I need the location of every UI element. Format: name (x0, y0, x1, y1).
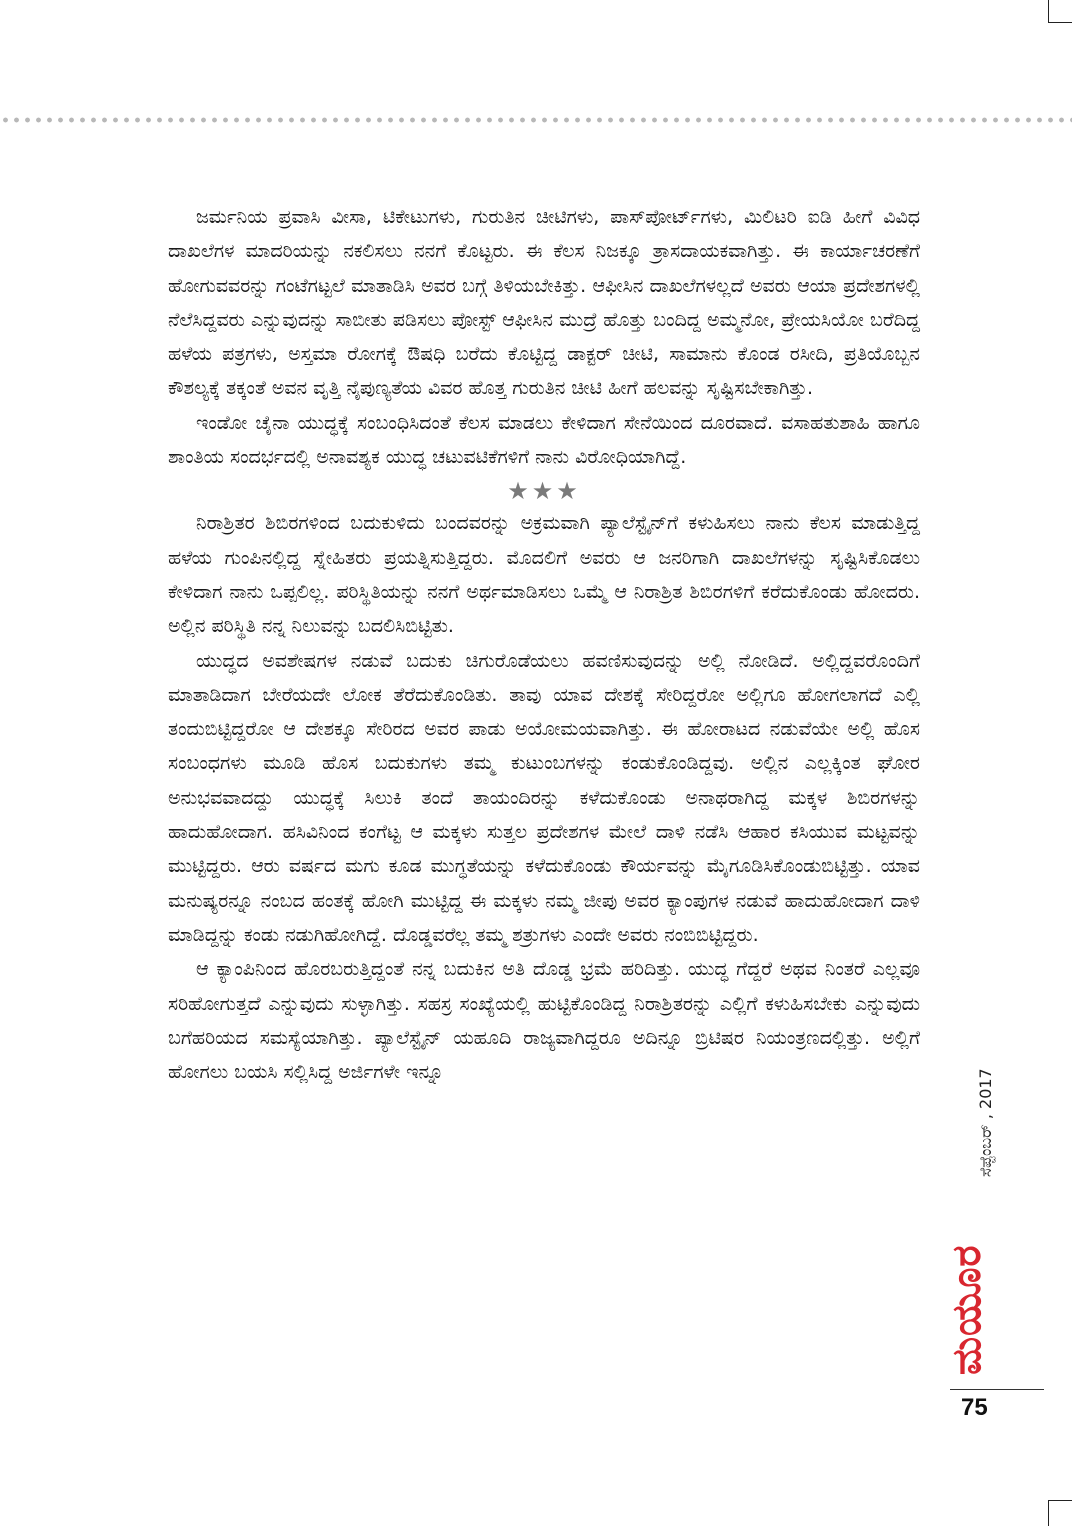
issue-date: ಸೆಪ್ಟೆಂಬರ್ , 2017 (976, 1068, 995, 1177)
folio-rule (950, 1389, 1044, 1390)
paragraph-4: ಯುದ್ಧದ ಅವಶೇಷಗಳ ನಡುವೆ ಬದುಕು ಚಿಗುರೊಡೆಯಲು ಹವಣಿಸುವುದನ್ನು ಅಲ್ಲಿ ನೋಡಿದೆ. ಅಲ್ಲಿದ್ದವರೊಂದಿಗೆ ಮಾತಾಡಿದಾಗ ಬೇರೆಯದೇ ಲೋಕ ತೆರೆದುಕೊಂಡಿತು. ತಾವು ಯಾವ ದೇಶಕ್ಕೆ ಸೇರಿದ್ದರೋ ಅಲ್ಲಿಗೂ ಹೋಗಲಾಗದೆ ಎಲ್ಲಿ ತಂದುಬಿಟ್ಟಿದ್ದರೋ ಆ ದೇಶಕ್ಕೂ ಸೇರಿರದ ಅವರ ಪಾಡು ಅಯೋಮಯವಾಗಿತ್ತು. ಈ ಹೋರಾಟದ ನಡುವೆಯೇ ಅಲ್ಲಿ ಹೊಸ ಸಂಬಂಧಗಳು ಮೂಡಿ ಹೊಸ ಬದುಕುಗಳು ತಮ್ಮ ಕುಟುಂಬಗಳನ್ನು ಕಂಡುಕೊಂಡಿದ್ದವು. ಅಲ್ಲಿನ ಎಲ್ಲಕ್ಕಿಂತ ಘೋರ ಅನುಭವವಾದದ್ದು ಯುದ್ಧಕ್ಕೆ ಸಿಲುಕಿ ತಂದೆ ತಾಯಂದಿರನ್ನು ಕಳೆದುಕೊಂಡು ಅನಾಥರಾಗಿದ್ದ ಮಕ್ಕಳ ಶಿಬಿರಗಳನ್ನು ಹಾದುಹೋದಾಗ. ಹಸಿವಿನಿಂದ ಕಂಗೆಟ್ಟ ಆ ಮಕ್ಕಳು ಸುತ್ತಲ ಪ್ರದೇಶಗಳ ಮೇಲೆ ದಾಳಿ ನಡೆಸಿ ಆಹಾರ ಕಸಿಯುವ ಮಟ್ಟವನ್ನು ಮುಟ್ಟಿದ್ದರು. ಆರು ವರ್ಷದ ಮಗು ಕೂಡ ಮುಗ್ಧತೆಯನ್ನು ಕಳೆದುಕೊಂಡು ಕೌರ್ಯವನ್ನು ಮೈಗೂಡಿಸಿಕೊಂಡುಬಿಟ್ಟಿತ್ತು. ಯಾವ ಮನುಷ್ಯರನ್ನೂ ನಂಬದ ಹಂತಕ್ಕೆ ಹೋಗಿ ಮುಟ್ಟಿದ್ದ ಈ ಮಕ್ಕಳು ನಮ್ಮ ಜೀಪು ಅವರ ಕ್ಯಾಂಪುಗಳ ನಡುವೆ ಹಾದುಹೋದಾಗ ದಾಳಿ ಮಾಡಿದ್ದನ್ನು ಕಂಡು ನಡುಗಿಹೋಗಿದ್ದೆ. ದೊಡ್ಡವರೆಲ್ಲ ತಮ್ಮ ಶತ್ರುಗಳು ಎಂದೇ ಅವರು ನಂಬಿಬಿಟ್ಟಿದ್ದರು. (168, 649, 920, 946)
dotted-divider (0, 117, 1072, 123)
paragraph-2: ಇಂಡೋ ಚೈನಾ ಯುದ್ಧಕ್ಕೆ ಸಂಬಂಧಿಸಿದಂತೆ ಕೆಲಸ ಮಾಡಲು ಕೇಳಿದಾಗ ಸೇನೆಯಿಂದ ದೂರವಾದೆ. ವಸಾಹತುಶಾಹಿ ಹಾಗೂ ಶಾಂತಿಯ ಸಂದರ್ಭದಲ್ಲಿ ಅನಾವಶ್ಯಕ ಯುದ್ಧ ಚಟುವಟಿಕೆಗಳಿಗೆ ನಾನು ವಿರೋಧಿಯಾಗಿದ್ದೆ. (168, 411, 920, 469)
crop-mark-bottom (1048, 1500, 1072, 1526)
paragraph-5: ಆ ಕ್ಯಾಂಪಿನಿಂದ ಹೊರಬರುತ್ತಿದ್ದಂತೆ ನನ್ನ ಬದುಕಿನ ಅತಿ ದೊಡ್ಡ ಭ್ರಮೆ ಹರಿದಿತ್ತು. ಯುದ್ಧ ಗೆದ್ದರೆ ಅಥವ ನಿಂತರೆ ಎಲ್ಲವೂ ಸರಿಹೋಗುತ್ತದೆ ಎನ್ನುವುದು ಸುಳ್ಳಾಗಿತ್ತು. ಸಹಸ್ರ ಸಂಖ್ಯೆಯಲ್ಲಿ ಹುಟ್ಟಿಕೊಂಡಿದ್ದ ನಿರಾಶ್ರಿತರನ್ನು ಎಲ್ಲಿಗೆ ಕಳುಹಿಸಬೇಕು ಎನ್ನುವುದು ಬಗೆಹರಿಯದ ಸಮಸ್ಯೆಯಾಗಿತ್ತು. ಪ್ಯಾಲೆಸ್ಟೈನ್ ಯಹೂದಿ ರಾಜ್ಯವಾಗಿದ್ದರೂ ಅದಿನ್ನೂ ಬ್ರಿಟಿಷರ ನಿಯಂತ್ರಣದಲ್ಲಿತ್ತು. ಅಲ್ಲಿಗೆ ಹೋಗಲು ಬಯಸಿ ಸಲ್ಲಿಸಿದ್ದ ಅರ್ಜಿಗಳೇ ಇನ್ನೂ (168, 958, 920, 1084)
side-running-header (944, 1068, 1007, 1375)
article-body (168, 200, 920, 1089)
section-break-stars: ★★★ (507, 477, 581, 506)
paragraph-1: ಜರ್ಮನಿಯ ಪ್ರವಾಸಿ ವೀಸಾ, ಟಿಕೇಟುಗಳು, ಗುರುತಿನ ಚೀಟಿಗಳು, ಪಾಸ್‌ಪೋರ್ಟ್‌ಗಳು, ಮಿಲಿಟರಿ ಐಡಿ ಹೀಗೆ ವಿವಿಧ ದಾಖಲೆಗಳ ಮಾದರಿಯನ್ನು ನಕಲಿಸಲು ನನಗೆ ಕೊಟ್ಟರು. ಈ ಕೆಲಸ ನಿಜಕ್ಕೂ ತ್ರಾಸದಾಯಕವಾಗಿತ್ತು. ಈ ಕಾರ್ಯಾಚರಣೆಗೆ ಹೋಗುವವರನ್ನು ಗಂಟೆಗಟ್ಟಲೆ ಮಾತಾಡಿಸಿ ಅವರ ಬಗ್ಗೆ ತಿಳಿಯಬೇಕಿತ್ತು. ಆಫೀಸಿನ ದಾಖಲೆಗಳಲ್ಲದೆ ಅವರು ಆಯಾ ಪ್ರದೇಶಗಳಲ್ಲಿ ನೆಲೆಸಿದ್ದವರು ಎನ್ನುವುದನ್ನು ಸಾಬೀತು ಪಡಿಸಲು ಪೋಸ್ಟ್ ಆಫೀಸಿನ ಮುದ್ರೆ ಹೊತ್ತು ಬಂದಿದ್ದ ಅಮ್ಮನೋ, ಪ್ರೇಯಸಿಯೋ ಬರೆದಿದ್ದ ಹಳೆಯ ಪತ್ರಗಳು, ಅಸ್ತಮಾ ರೋಗಕ್ಕೆ ಔಷಧಿ ಬರೆದು ಕೊಟ್ಟಿದ್ದ ಡಾಕ್ಟರ್ ಚೀಟಿ, ಸಾಮಾನು ಕೊಂಡ ರಸೀದಿ, ಪ್ರತಿಯೊಬ್ಬನ ಕೌಶಲ್ಯಕ್ಕೆ ತಕ್ಕಂತೆ ಅವನ ವೃತ್ತಿ ನೈಪುಣ್ಯತೆಯ ವಿವರ ಹೊತ್ತ ಗುರುತಿನ ಚೀಟಿ ಹೀಗೆ ಹಲವನ್ನು ಸೃಷ್ಟಿಸಬೇಕಾಗಿತ್ತು. (168, 206, 920, 400)
paragraph-3: ನಿರಾಶ್ರಿತರ ಶಿಬಿರಗಳಿಂದ ಬದುಕುಳಿದು ಬಂದವರನ್ನು ಅಕ್ರಮವಾಗಿ ಪ್ಯಾಲೆಸ್ಟೈನ್‌ಗೆ ಕಳುಹಿಸಲು ನಾನು ಕೆಲಸ ಮಾಡುತ್ತಿದ್ದ ಹಳೆಯ ಗುಂಪಿನಲ್ಲಿದ್ದ ಸ್ನೇಹಿತರು ಪ್ರಯತ್ನಿಸುತ್ತಿದ್ದರು. ಮೊದಲಿಗೆ ಅವರು ಆ ಜನರಿಗಾಗಿ ದಾಖಲೆಗಳನ್ನು ಸೃಷ್ಟಿಸಿಕೊಡಲು ಕೇಳಿದಾಗ ನಾನು ಒಪ್ಪಲಿಲ್ಲ. ಪರಿಸ್ಥಿತಿಯನ್ನು ನನಗೆ ಅರ್ಥಮಾಡಿಸಲು ಒಮ್ಮೆ ಆ ನಿರಾಶ್ರಿತ ಶಿಬಿರಗಳಿಗೆ ಕರೆದುಕೊಂಡು ಹೋದರು. ಅಲ್ಲಿನ ಪರಿಸ್ಥಿತಿ ನನ್ನ ನಿಲುವನ್ನು ಬದಲಿಸಿಬಿಟ್ಟಿತು. (168, 512, 920, 638)
magazine-logo: ಮಯೂರ (944, 1244, 990, 1375)
crop-mark-top (1048, 0, 1072, 23)
page-number: 75 (961, 1394, 988, 1421)
